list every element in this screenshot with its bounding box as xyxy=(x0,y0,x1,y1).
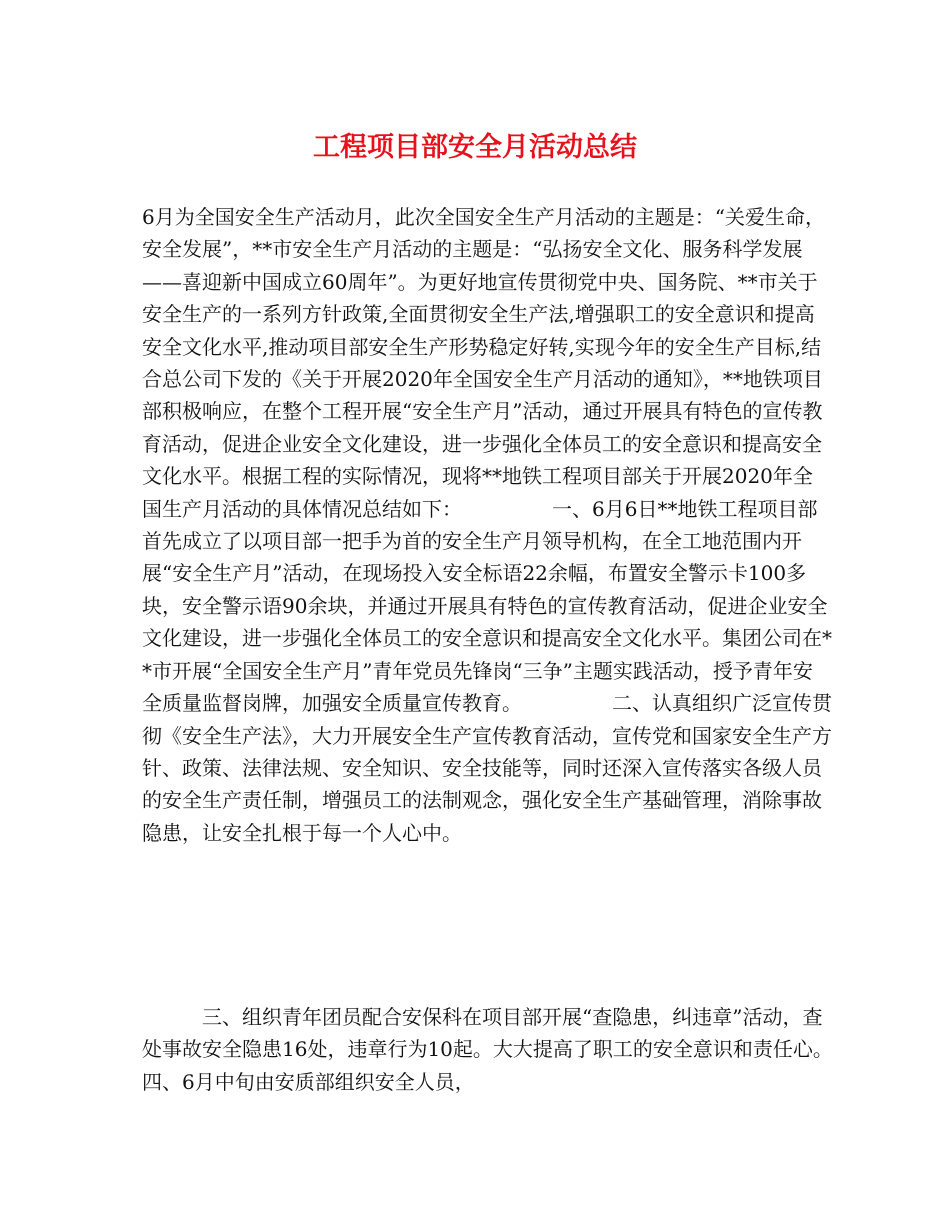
body-paragraph: 三、组织青年团员配合安保科在项目部开展“查隐患，纠违章”活动，查处事故安全隐患16处，违章行为10起。大大提高了职工的安全意识和责任心。 四、6月中旬由安质部组织安全人员， xyxy=(142,1005,903,1094)
body-paragraph: 6月为全国安全生产活动月，此次全国安全生产月活动的主题是：“关爱生命，安全发展”，**市安全生产月活动的主题是：“弘扬安全文化、服务科学发展——喜迎新中国成立60周年”。为更好地宣传贯彻党中央、国务院、**市关于安全生产的一系列方针政策,全面贯彻安全生产法,增强职工的安全意识和提高安全文化水平,推动项目部安全生产形势稳定好转,实现今年的安全生产目标,结合总公司下发的《关于开展2020年全国安全生产月活动的通知》，**地铁项目部积极响应，在整个工程开展“安全生产月”活动，通过开展具有特色的宣传教育活动，促进企业安全文化建设，进一步强化全体员工的安全意识和提高安全文化水平。根据工程的实际情况，现将**地铁工程项目部关于开展2020年全国生产月活动的具体情况总结如下： 一、6月6日**地铁工程项目部首先成立了以项目部一把手为首的安全生产月领导机构，在全工地范围内开展“安全生产月”活动，在现场投入安全标语22余幅，布置安全警示卡100多块，安全警示语90余块，并通过开展具有特色的宣传教育活动，促进企业安全文化建设，进一步强化全体员工的安全意识和提高安全文化水平。集团公司在**市开展“全国安全生产月”青年党员先锋岗“三争”主题实践活动，授予青年安全质量监督岗牌，加强安全质量宣传教育。 二、认真组织广泛宣传贯彻《安全生产法》，大力开展安全生产宣传教育活动，宣传党和国家安全生产方针、政策、法律法规、安全知识、安全技能等，同时还深入宣传落实各级人员的安全生产责任制，增强员工的法制观念，强化安全生产基础管理，消除事故隐患，让安全扎根于每一个人心中。 xyxy=(142,205,832,845)
document-title: 工程项目部安全月活动总结 xyxy=(313,132,637,163)
